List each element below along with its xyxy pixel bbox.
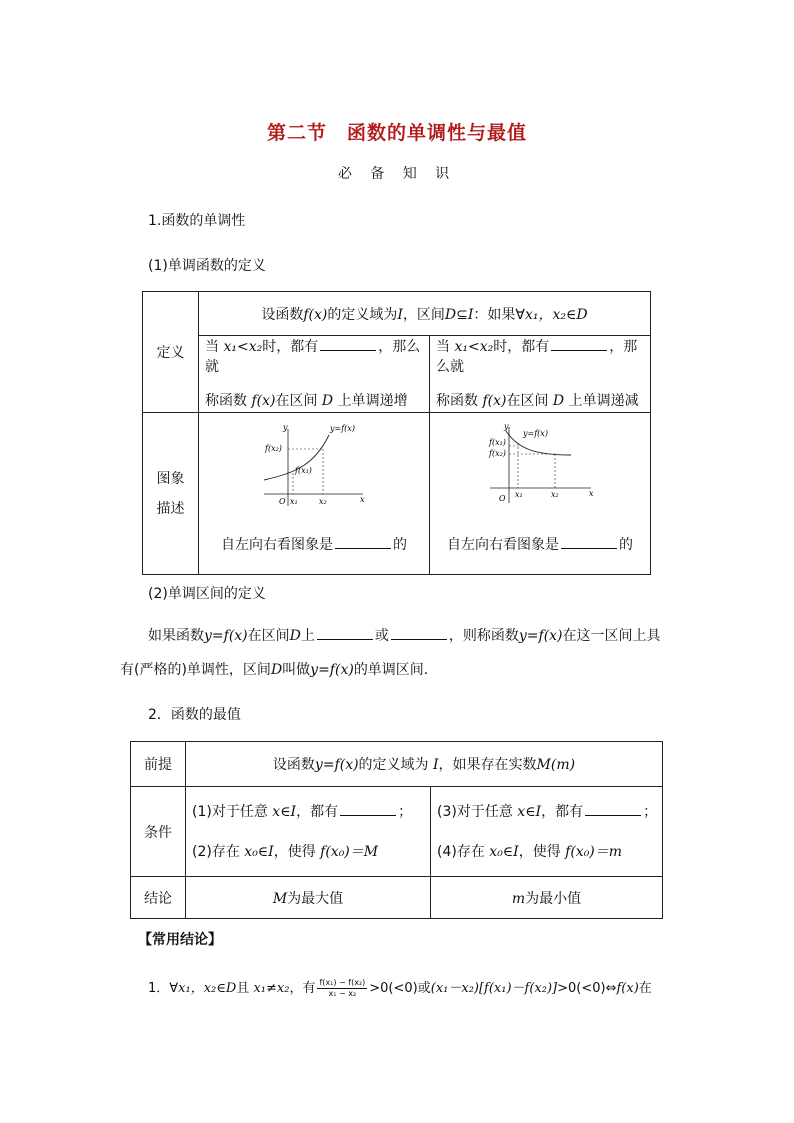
dec-text-3: ，那么就 [436, 339, 638, 375]
premise-text-a: 设函数 [272, 757, 315, 773]
definition-label-cell [143, 292, 199, 413]
math-D: D [270, 662, 283, 678]
conclusion-line-1 [148, 978, 652, 999]
view-text-2: 的 [619, 537, 633, 553]
conclusion-max: 为最大值 [287, 890, 344, 907]
c1-text-b: ，都有 [296, 803, 339, 820]
common-conclusions-heading: 【常用结论】 [138, 932, 222, 948]
math-Mm: M(m) [536, 757, 576, 773]
fx2-label: f(x₂) [265, 444, 282, 453]
header-text-2: 的定义域为 [327, 306, 398, 323]
conclusion-label-cell [131, 877, 186, 919]
monotone-definition-table [142, 291, 651, 575]
fx2-label: f(x₂) [489, 449, 506, 458]
p1-text-a: 如果函数 [148, 628, 204, 644]
heading-monotonicity: 1.函数的单调性 [148, 213, 246, 229]
fill-blank[interactable] [320, 338, 376, 351]
condition-label: 条件 [144, 824, 172, 841]
l1-text-f: 在 [638, 981, 652, 996]
subheading-interval-def: (2)单调区间的定义 [148, 586, 266, 602]
frac-denominator: x₁ − x₂ [328, 989, 357, 998]
extrema-table [130, 741, 663, 919]
p1-text-c: 上 [300, 628, 315, 644]
math-D: D [321, 393, 334, 409]
view-text-1: 自左向右看图象是 [447, 537, 559, 553]
math-x1x2: x₁，x₂∈D [525, 306, 588, 323]
dec-text-2: 时，都有 [493, 339, 550, 355]
dec-text-6: 上单调递减 [568, 393, 639, 409]
math-M: M [272, 890, 288, 907]
x-label: x [589, 489, 594, 498]
math-diff: (x₁－x₂)[f(x₁)－f(x₂)] [430, 981, 558, 996]
math-yfx: y=f(x) [204, 628, 248, 644]
math-x0inI: x₀∈I [244, 843, 274, 860]
c4-text-a: (4)存在 [437, 843, 485, 860]
inc-text-1: 当 [205, 339, 219, 355]
curve-label: y=f(x) [523, 429, 548, 438]
conclusion-min: 为最小值 [525, 890, 582, 907]
math-fx0M: f(x₀)＝M [320, 843, 379, 860]
math-D: D [289, 628, 301, 644]
c3-text-a: (3)对于任意 [437, 803, 513, 820]
math-fx0m: f(x₀)＝m [565, 843, 623, 860]
inc-text-2: 时，都有 [262, 339, 319, 355]
premise-label-cell [131, 742, 186, 787]
increasing-graph-cell [199, 413, 430, 575]
math-x1ltx2: x₁<x₂ [454, 339, 494, 355]
fx1-label: f(x₁) [295, 466, 312, 475]
tick-x1: x₁ [515, 490, 523, 499]
dec-text-5: 在区间 [506, 393, 549, 409]
fill-blank[interactable] [561, 536, 617, 549]
math-fx: f(x) [251, 393, 276, 409]
definition-label: 定义 [156, 345, 185, 361]
fill-blank[interactable] [317, 627, 373, 640]
dec-text-1: 当 [436, 339, 450, 355]
y-label: y [283, 423, 288, 432]
p2-text-a: 有(严格的)单调性，区间 [120, 662, 271, 678]
definition-header-cell [199, 292, 651, 336]
math-I: I [397, 306, 403, 323]
fx1-label: f(x₁) [489, 438, 506, 447]
origin-label: O [279, 497, 286, 506]
min-condition-cell: (3)对于任意 x∈I，都有 ； (4)存在 x₀∈I，使得 f(x₀)＝m [431, 787, 663, 877]
max-conclusion-cell [186, 877, 431, 919]
premise-label: 前提 [144, 757, 172, 773]
p1-text-d: 或 [374, 628, 389, 644]
math-xinI: x∈I [272, 803, 297, 820]
l1-text-b: 且 [236, 981, 250, 996]
inc-text-6: 上单调递增 [337, 393, 408, 409]
math-yfx: y=f(x) [518, 628, 563, 644]
view-text-2: 的 [393, 537, 407, 553]
fill-blank[interactable] [551, 338, 607, 351]
c2-text-a: (2)存在 [192, 843, 240, 860]
graph-label-1: 图象 [156, 470, 185, 487]
page-title: 第二节 函数的单调性与最值 [266, 122, 527, 144]
p2-text-c: 的单调区间. [353, 662, 429, 678]
decreasing-graph-cell [430, 413, 651, 575]
decreasing-def-cell [430, 336, 651, 413]
fill-blank[interactable] [391, 627, 447, 640]
subheading-monotone-def: (1)单调函数的定义 [148, 258, 266, 274]
math-fx: f(x) [616, 981, 639, 996]
paragraph-line-2 [120, 660, 428, 680]
view-text-1: 自左向右看图象是 [221, 537, 333, 553]
math-yfx: y=f(x) [310, 662, 354, 678]
inc-text-3: ，那么就 [205, 339, 421, 375]
frac-numerator: f(x₁) − f(x₂) [319, 978, 366, 987]
difference-quotient [317, 978, 367, 999]
tick-x2: x₂ [319, 497, 327, 506]
fill-blank[interactable] [585, 803, 641, 816]
fill-blank[interactable] [340, 803, 396, 816]
min-conclusion-cell [431, 877, 663, 919]
premise-cell [186, 742, 663, 787]
header-subset: ⊆ [456, 306, 468, 323]
condition-label-cell [131, 787, 186, 877]
inc-text-4: 称函数 [205, 393, 247, 409]
math-xinI: x∈I [517, 803, 542, 820]
decreasing-graph [485, 421, 595, 509]
math-x0inI: x₀∈I [489, 843, 519, 860]
l1-text-c: ，有 [289, 981, 316, 996]
l1-text-e: >0(<0)⇔ [557, 981, 617, 996]
tick-x2: x₂ [551, 490, 559, 499]
math-neq: x₁≠x₂ [253, 981, 290, 996]
fill-blank[interactable] [335, 536, 391, 549]
l1-text-d: >0(<0)或 [369, 981, 431, 996]
increasing-def-cell [199, 336, 430, 413]
max-condition-cell: (1)对于任意 x∈I，都有 ； (2)存在 x₀∈I，使得 f(x₀)＝M [186, 787, 431, 877]
origin-label: O [499, 494, 506, 503]
header-text-1: 设函数 [261, 306, 304, 323]
math-I: I [467, 306, 474, 323]
premise-text-c: ，如果存在实数 [438, 757, 537, 773]
math-I: I [433, 757, 439, 773]
math-fx: f(x) [482, 393, 507, 409]
c1-text-a: (1)对于任意 [192, 803, 268, 820]
graph-label-2: 描述 [156, 500, 185, 517]
math-x1ltx2: x₁<x₂ [223, 339, 263, 355]
header-text-3: ，区间 [402, 306, 445, 323]
graph-label-cell [143, 413, 199, 575]
conclusion-label: 结论 [144, 890, 172, 907]
premise-text-b: 的定义域为 [358, 757, 429, 773]
dec-text-4: 称函数 [436, 393, 478, 409]
math-fx: f(x) [303, 306, 328, 323]
p1-text-f: 在这一区间上具 [562, 628, 661, 644]
p2-text-b: 叫做 [282, 662, 311, 678]
section-subtitle: 必 备 知 识 [337, 166, 457, 182]
y-label: y [504, 422, 509, 431]
heading-extrema: 2．函数的最值 [148, 707, 241, 723]
math-yfx: y=f(x) [314, 757, 359, 773]
x-label: x [360, 495, 365, 504]
p1-text-e: ，则称函数 [448, 628, 519, 644]
paragraph-line-1 [148, 626, 661, 646]
c3-text-b: ，都有 [541, 803, 584, 820]
inc-text-5: 在区间 [275, 393, 318, 409]
math-D: D [552, 393, 565, 409]
math-x1x2D: x₁，x₂∈D [178, 981, 237, 996]
increasing-graph [259, 421, 369, 509]
l1-text-a: 1．∀ [148, 981, 179, 996]
tick-x1: x₁ [290, 497, 298, 506]
header-text-4: ：如果∀ [473, 306, 525, 323]
math-D: D [444, 306, 457, 323]
curve-label: y=f(x) [330, 424, 355, 433]
math-m: m [511, 890, 526, 907]
c2-text-b: ，使得 [273, 843, 316, 860]
c4-text-b: ，使得 [518, 843, 561, 860]
p1-text-b: 在区间 [247, 628, 290, 644]
